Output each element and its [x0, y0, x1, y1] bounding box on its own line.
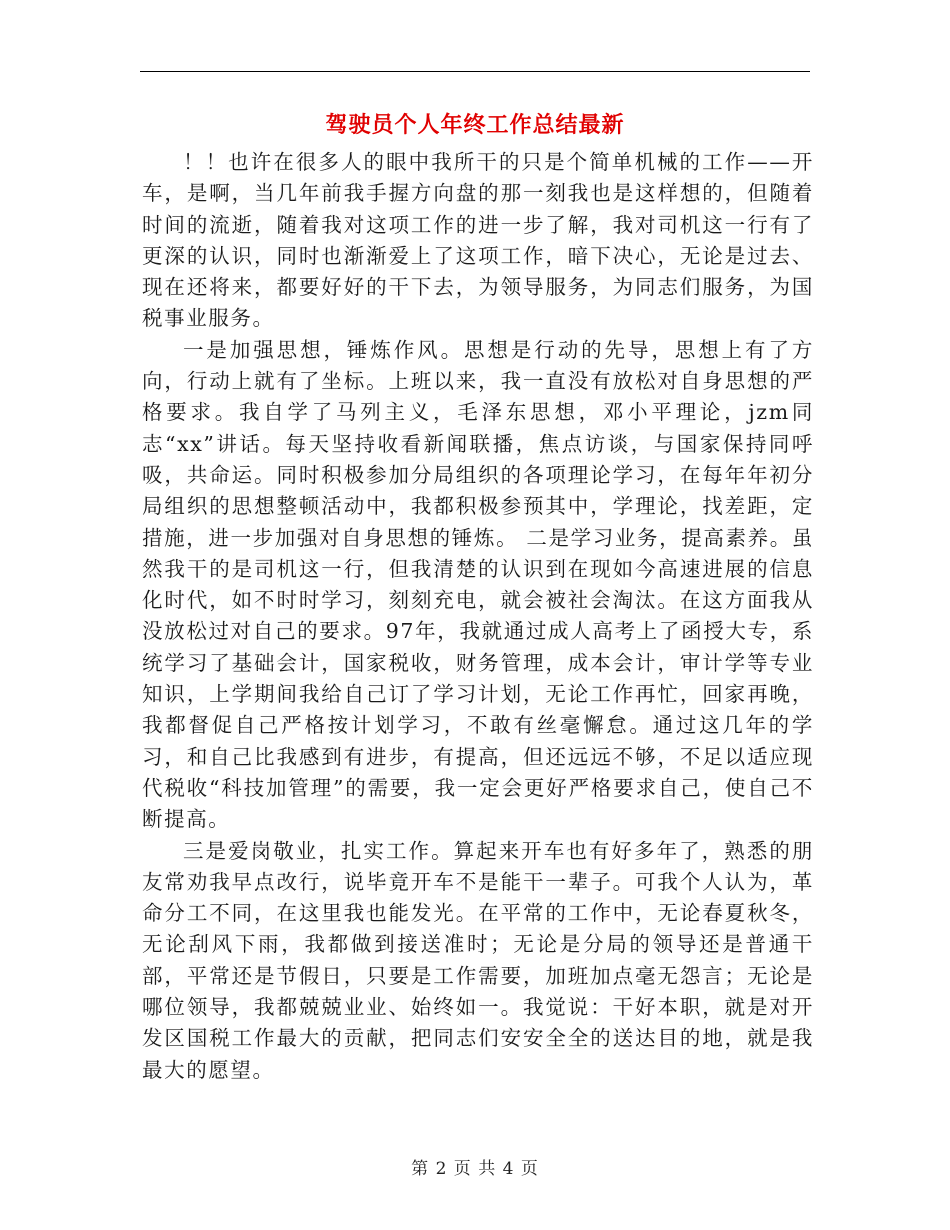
- page-number-label: 第 2 页 共 4 页: [411, 1159, 539, 1179]
- header-rule: [140, 71, 810, 72]
- paragraph-intro: ！！也许在很多人的眼中我所干的只是个简单机械的工作——开车，是啊，当几年前我手握方向盘的那一刻我也是这样想的，但随着时间的流逝，随着我对这项工作的进一步了解，我对司机这一行有了更深的认识，同时也渐渐爱上了这项工作，暗下决心，无论是过去、现在还将来，都要好好的干下去，为领导服务，为同志们服务，为国税事业服务。: [142, 150, 814, 331]
- document-body: [142, 147, 814, 1086]
- page-footer: [0, 1154, 950, 1179]
- paragraph-dedication: 三是爱岗敬业，扎实工作。算起来开车也有好多年了，熟悉的朋友常劝我早点改行，说毕竟开车不是能干一辈子。可我个人认为，革命分工不同，在这里我也能发光。在平常的工作中，无论春夏秋冬，无论刮风下雨，我都做到接送准时；无论是分局的领导还是普通干部，平常还是节假日，只要是工作需要，加班加点毫无怨言；无论是哪位领导，我都兢兢业业、始终如一。我觉说：干好本职，就是对开发区国税工作最大的贡献，把同志们安安全全的送达目的地，就是我最大的愿望。: [142, 838, 814, 1082]
- paragraph-thought-and-study: 一是加强思想，锤炼作风。思想是行动的先导，思想上有了方向，行动上就有了坐标。上班以来，我一直没有放松对自身思想的严格要求。我自学了马列主义，毛泽东思想，邓小平理论，jzm同志“xx”讲话。每天坚持收看新闻联播，焦点访谈，与国家保持同呼吸，共命运。同时积极参加分局组织的各项理论学习，在每年年初分局组织的思想整顿活动中，我都积极参预其中，学理论，找差距，定措施，进一步加强对自身思想的锤炼。 二是学习业务，提高素养。虽然我干的是司机这一行，但我清楚的认识到在现如今高速进展的信息化时代，如不时时学习，刻刻充电，就会被社会淘汰。在这方面我从没放松过对自己的要求。97年，我就通过成人高考上了函授大专，系统学习了基础会计，国家税收，财务管理，成本会计，审计学等专业知识，上学期间我给自己订了学习计划，无论工作再忙，回家再晚，我都督促自己严格按计划学习，不敢有丝毫懈怠。通过这几年的学习，和自己比我感到有进步，有提高，但还远远不够，不足以适应现代税收“科技加管理”的需要，我一定会更好严格要求自己，使自己不断提高。: [142, 337, 814, 832]
- document-title: 驾驶员个人年终工作总结最新: [325, 112, 625, 138]
